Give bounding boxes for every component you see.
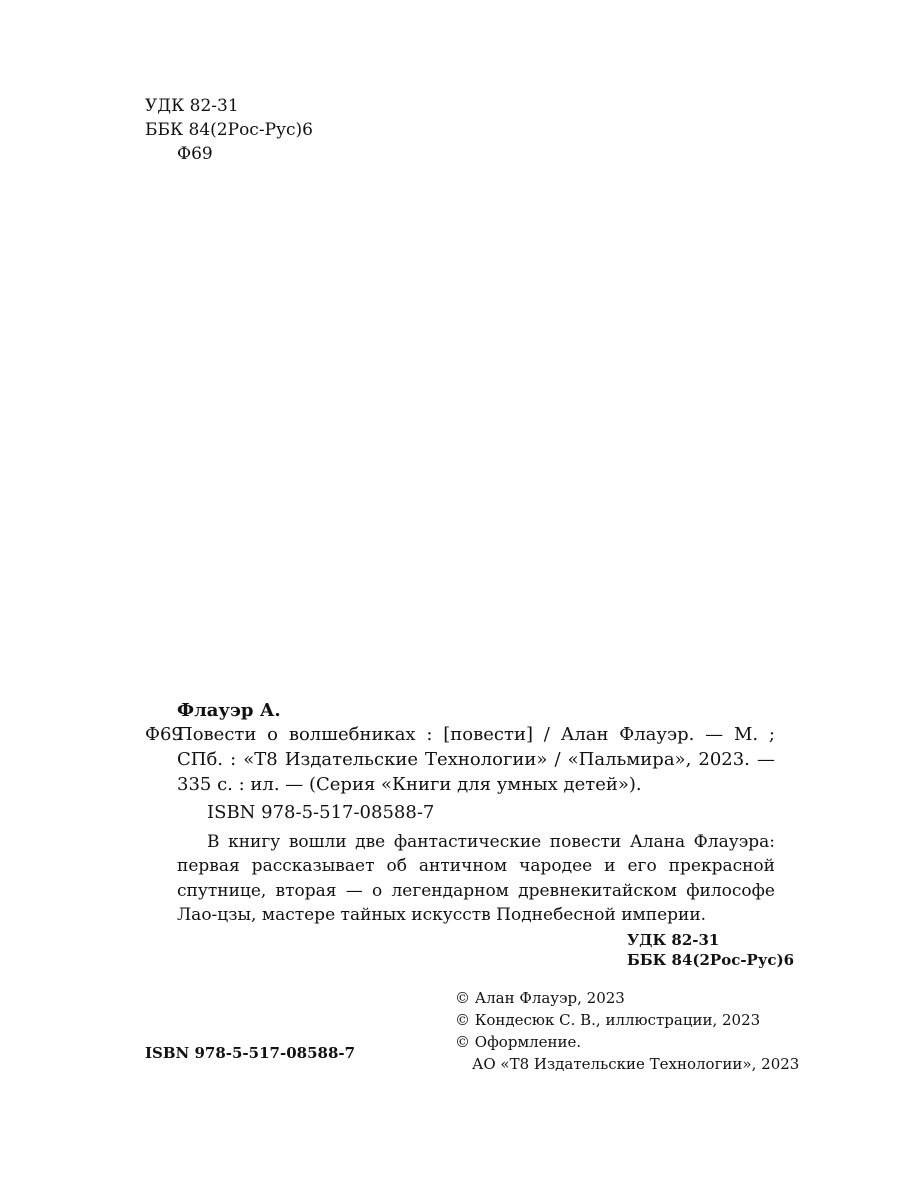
top-udk-code: УДК 82-31 — [145, 96, 239, 116]
copyright-author: © Алан Флауэр, 2023 — [455, 989, 625, 1007]
copyright-illustrations: © Кондесюк С. В., иллюстрации, 2023 — [455, 1011, 761, 1029]
bottom-udk-code: УДК 82-31 — [627, 931, 720, 949]
top-author-sign: Ф69 — [177, 144, 213, 164]
copyright-block — [455, 987, 799, 1075]
copyright-publisher: АО «Т8 Издательские Технологии», 2023 — [472, 1055, 800, 1073]
top-bbk-code: ББК 84(2Рос-Рус)6 — [145, 120, 313, 140]
bottom-bbk-code: ББК 84(2Рос-Рус)6 — [627, 951, 795, 969]
record-line-2: СПб. : «Т8 Издательские Технологии» / «Пальмира», 2023. — — [177, 749, 775, 770]
record-author-sign: Ф69 — [145, 724, 183, 745]
bottom-isbn: ISBN 978-5-517-08588-7 — [145, 1044, 356, 1062]
annotation-paragraph: В книгу вошли две фантастические повести Алана Флауэра: первая рассказывает об античном чародее и его прекрасной спутнице, вторая — о легендарном древнекитайском философе Лао-цзы, мастере тайных искусств Поднебесной империи. — [177, 832, 775, 925]
copyright-design: © Оформление. — [455, 1033, 582, 1051]
record-line-3: 335 с. : ил. — (Серия «Книги для умных детей»). — [177, 774, 642, 795]
record-author: Флауэр А. — [177, 700, 281, 721]
record-isbn: ISBN 978-5-517-08588-7 — [207, 802, 435, 823]
record-line-1: Повести о волшебниках : [повести] / Алан Флауэр. — М. ; — [177, 724, 775, 745]
